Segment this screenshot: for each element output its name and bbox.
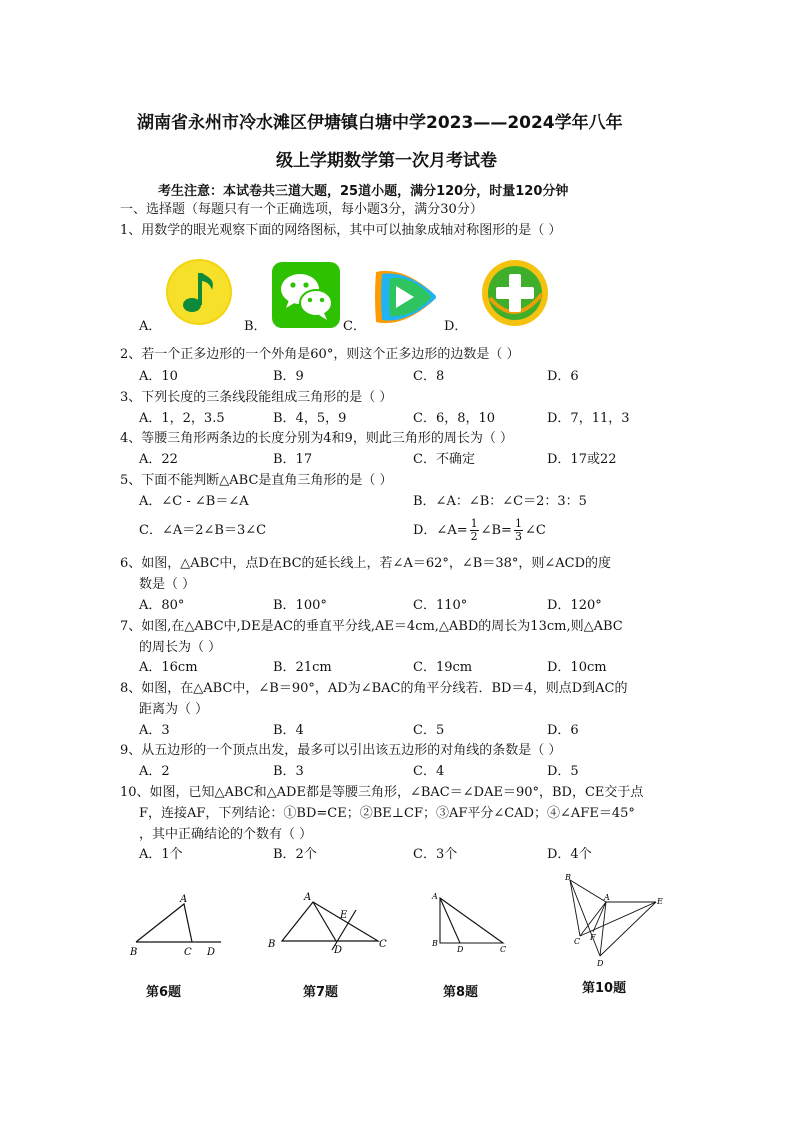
q1-option-b[interactable]: B．: [244, 319, 267, 334]
fig7-caption: 第7题: [303, 985, 339, 1000]
q4-option-a[interactable]: A．22: [139, 452, 178, 467]
q8-text-line2: 距离为（ ）: [139, 702, 209, 717]
fig10-label-f: F: [590, 933, 596, 942]
q5-option-d[interactable]: [413, 514, 546, 548]
fig8-label-a: A: [432, 892, 438, 901]
fig10-label-a: A: [604, 893, 610, 902]
q3-option-b[interactable]: B．4，5，9: [273, 411, 347, 426]
q10-option-a[interactable]: A．1个: [139, 847, 183, 862]
q1-text: 1、用数学的眼光观察下面的网络图标，其中可以抽象成轴对称图形的是（ ）: [120, 223, 562, 238]
fraction-half: $\frac{1}{2}$: [470, 517, 478, 543]
q6-text-line2: 数是（ ）: [139, 577, 196, 592]
qq-music-icon: [165, 258, 233, 326]
fig7-label-b: B: [268, 939, 276, 950]
q5-option-c[interactable]: C．∠A＝2∠B＝3∠C: [139, 523, 267, 538]
q3-text: 3、下列长度的三条线段能组成三角形的是（ ）: [120, 390, 393, 405]
q7-option-b[interactable]: B．21cm: [273, 660, 332, 675]
exam-notice: 考生注意：本试卷共三道大题，25道小题，满分120分，时量120分钟: [158, 184, 569, 199]
q10-option-b[interactable]: B．2个: [273, 847, 317, 862]
q2-option-d[interactable]: D．6: [547, 369, 579, 384]
fig6-label-b: B: [130, 947, 138, 958]
section-heading: 一、选择题（每题只有一个正确选项，每小题3分，满分30分）: [120, 202, 483, 217]
q4-option-d[interactable]: D．17或22: [547, 452, 617, 467]
q1-option-c[interactable]: C．: [343, 319, 366, 334]
q5-option-d-mid: ∠B=: [480, 523, 512, 538]
q8-option-a[interactable]: A．3: [139, 723, 170, 738]
figure-q6: [126, 890, 226, 960]
q7-text-line2: 的周长为（ ）: [139, 640, 222, 655]
q6-option-c[interactable]: C．110°: [413, 598, 468, 613]
q1-option-d[interactable]: D．: [444, 319, 468, 334]
q8-option-d[interactable]: D．6: [547, 723, 579, 738]
fig10-label-d: D: [597, 959, 604, 968]
q2-option-a[interactable]: A．10: [139, 369, 178, 384]
fig10-caption: 第10题: [582, 981, 627, 996]
fig7-label-e: E: [340, 910, 348, 921]
q10-option-d[interactable]: D．4个: [547, 847, 592, 862]
title-line1: 湖南省永州市冷水滩区伊塘镇白塘中学2023——2024学年八年: [137, 113, 623, 133]
q4-option-b[interactable]: B．17: [273, 452, 313, 467]
q7-option-c[interactable]: C．19cm: [413, 660, 473, 675]
q6-option-a[interactable]: A．80°: [139, 598, 185, 613]
fig7-label-c: C: [379, 939, 387, 950]
fig8-label-b: B: [432, 939, 438, 948]
q5-text: 5、下面不能判断△ABC是直角三角形的是（ ）: [120, 473, 393, 488]
q5-option-a[interactable]: A．∠C - ∠B＝∠A: [139, 494, 249, 509]
wechat-icon: [272, 262, 340, 328]
fig6-label-d: D: [207, 947, 216, 958]
fig8-label-c: C: [500, 945, 507, 954]
fig6-label-c: C: [184, 947, 192, 958]
q9-text: 9、从五边形的一个顶点出发，最多可以引出该五边形的对角线的条数是（ ）: [120, 743, 562, 758]
q6-option-d[interactable]: D．120°: [547, 598, 602, 613]
q3-option-d[interactable]: D．7，11，3: [547, 411, 630, 426]
q2-option-b[interactable]: B．9: [273, 369, 304, 384]
fig10-label-b: B: [565, 873, 571, 882]
360-safe-icon: [480, 258, 550, 328]
fraction-third: $\frac{1}{3}$: [514, 517, 522, 543]
q4-text: 4、等腰三角形两条边的长度分别为4和9，则此三角形的周长为（ ）: [120, 431, 513, 446]
q7-text-line1: 7、如图,在△ABC中,DE是AC的垂直平分线,AE＝4cm,△ABD的周长为13cm,则△ABC: [120, 619, 623, 634]
fig8-caption: 第8题: [443, 985, 479, 1000]
q10-text-line3: ，其中正确结论的个数有（ ）: [139, 827, 313, 842]
fig10-label-e: E: [657, 897, 663, 906]
q6-text-line1: 6、如图，△ABC中，点D在BC的延长线上，若∠A＝62°，∠B＝38°，则∠ACD的度: [120, 556, 612, 571]
q5-option-d-suffix: ∠C: [524, 523, 546, 538]
figure-q8: [428, 888, 512, 958]
q7-option-d[interactable]: D．10cm: [547, 660, 607, 675]
fig8-label-d: D: [457, 945, 464, 954]
title-line2: 级上学期数学第一次月考试卷: [276, 151, 497, 171]
q8-text-line1: 8、如图，在△ABC中，∠B＝90°，AD为∠BAC的角平分线若．BD＝4，则点D到AC的: [120, 681, 628, 696]
q7-option-a[interactable]: A．16cm: [139, 660, 198, 675]
fig6-label-a: A: [180, 894, 188, 905]
fig6-caption: 第6题: [146, 985, 182, 1000]
q10-option-c[interactable]: C．3个: [413, 847, 458, 862]
q9-option-d[interactable]: D．5: [547, 764, 579, 779]
q1-option-a[interactable]: A．: [139, 319, 162, 334]
q5-option-d-prefix: D．∠A=: [413, 523, 468, 538]
fig7-label-a: A: [304, 892, 312, 903]
q8-option-b[interactable]: B．4: [273, 723, 304, 738]
figure-q10: [560, 870, 672, 970]
q3-option-a[interactable]: A．1，2，3.5: [139, 411, 225, 426]
q2-option-c[interactable]: C．8: [413, 369, 445, 384]
q9-option-a[interactable]: A．2: [139, 764, 170, 779]
q9-option-c[interactable]: C．4: [413, 764, 445, 779]
q6-option-b[interactable]: B．100°: [273, 598, 327, 613]
q2-text: 2、若一个正多边形的一个外角是60°，则这个正多边形的边数是（ ）: [120, 347, 520, 362]
q5-option-b[interactable]: B．∠A：∠B：∠C＝2：3：5: [413, 494, 587, 509]
q10-text-line1: 10、如图，已知△ABC和△ADE都是等腰三角形，∠BAC＝∠DAE＝90°，BD，CE交于点: [120, 785, 644, 800]
q10-text-line2: F，连接AF，下列结论：①BD=CE；②BE⊥CF；③AF平分∠CAD；④∠AFE＝45°: [139, 806, 635, 821]
q9-option-b[interactable]: B．3: [273, 764, 304, 779]
fig10-label-c: C: [574, 937, 581, 946]
figure-q7: [264, 886, 394, 958]
tencent-video-icon: [372, 266, 440, 328]
q4-option-c[interactable]: C．不确定: [413, 452, 475, 467]
fig7-label-d: D: [334, 945, 343, 956]
q3-option-c[interactable]: C．6，8，10: [413, 411, 496, 426]
q8-option-c[interactable]: C．5: [413, 723, 445, 738]
